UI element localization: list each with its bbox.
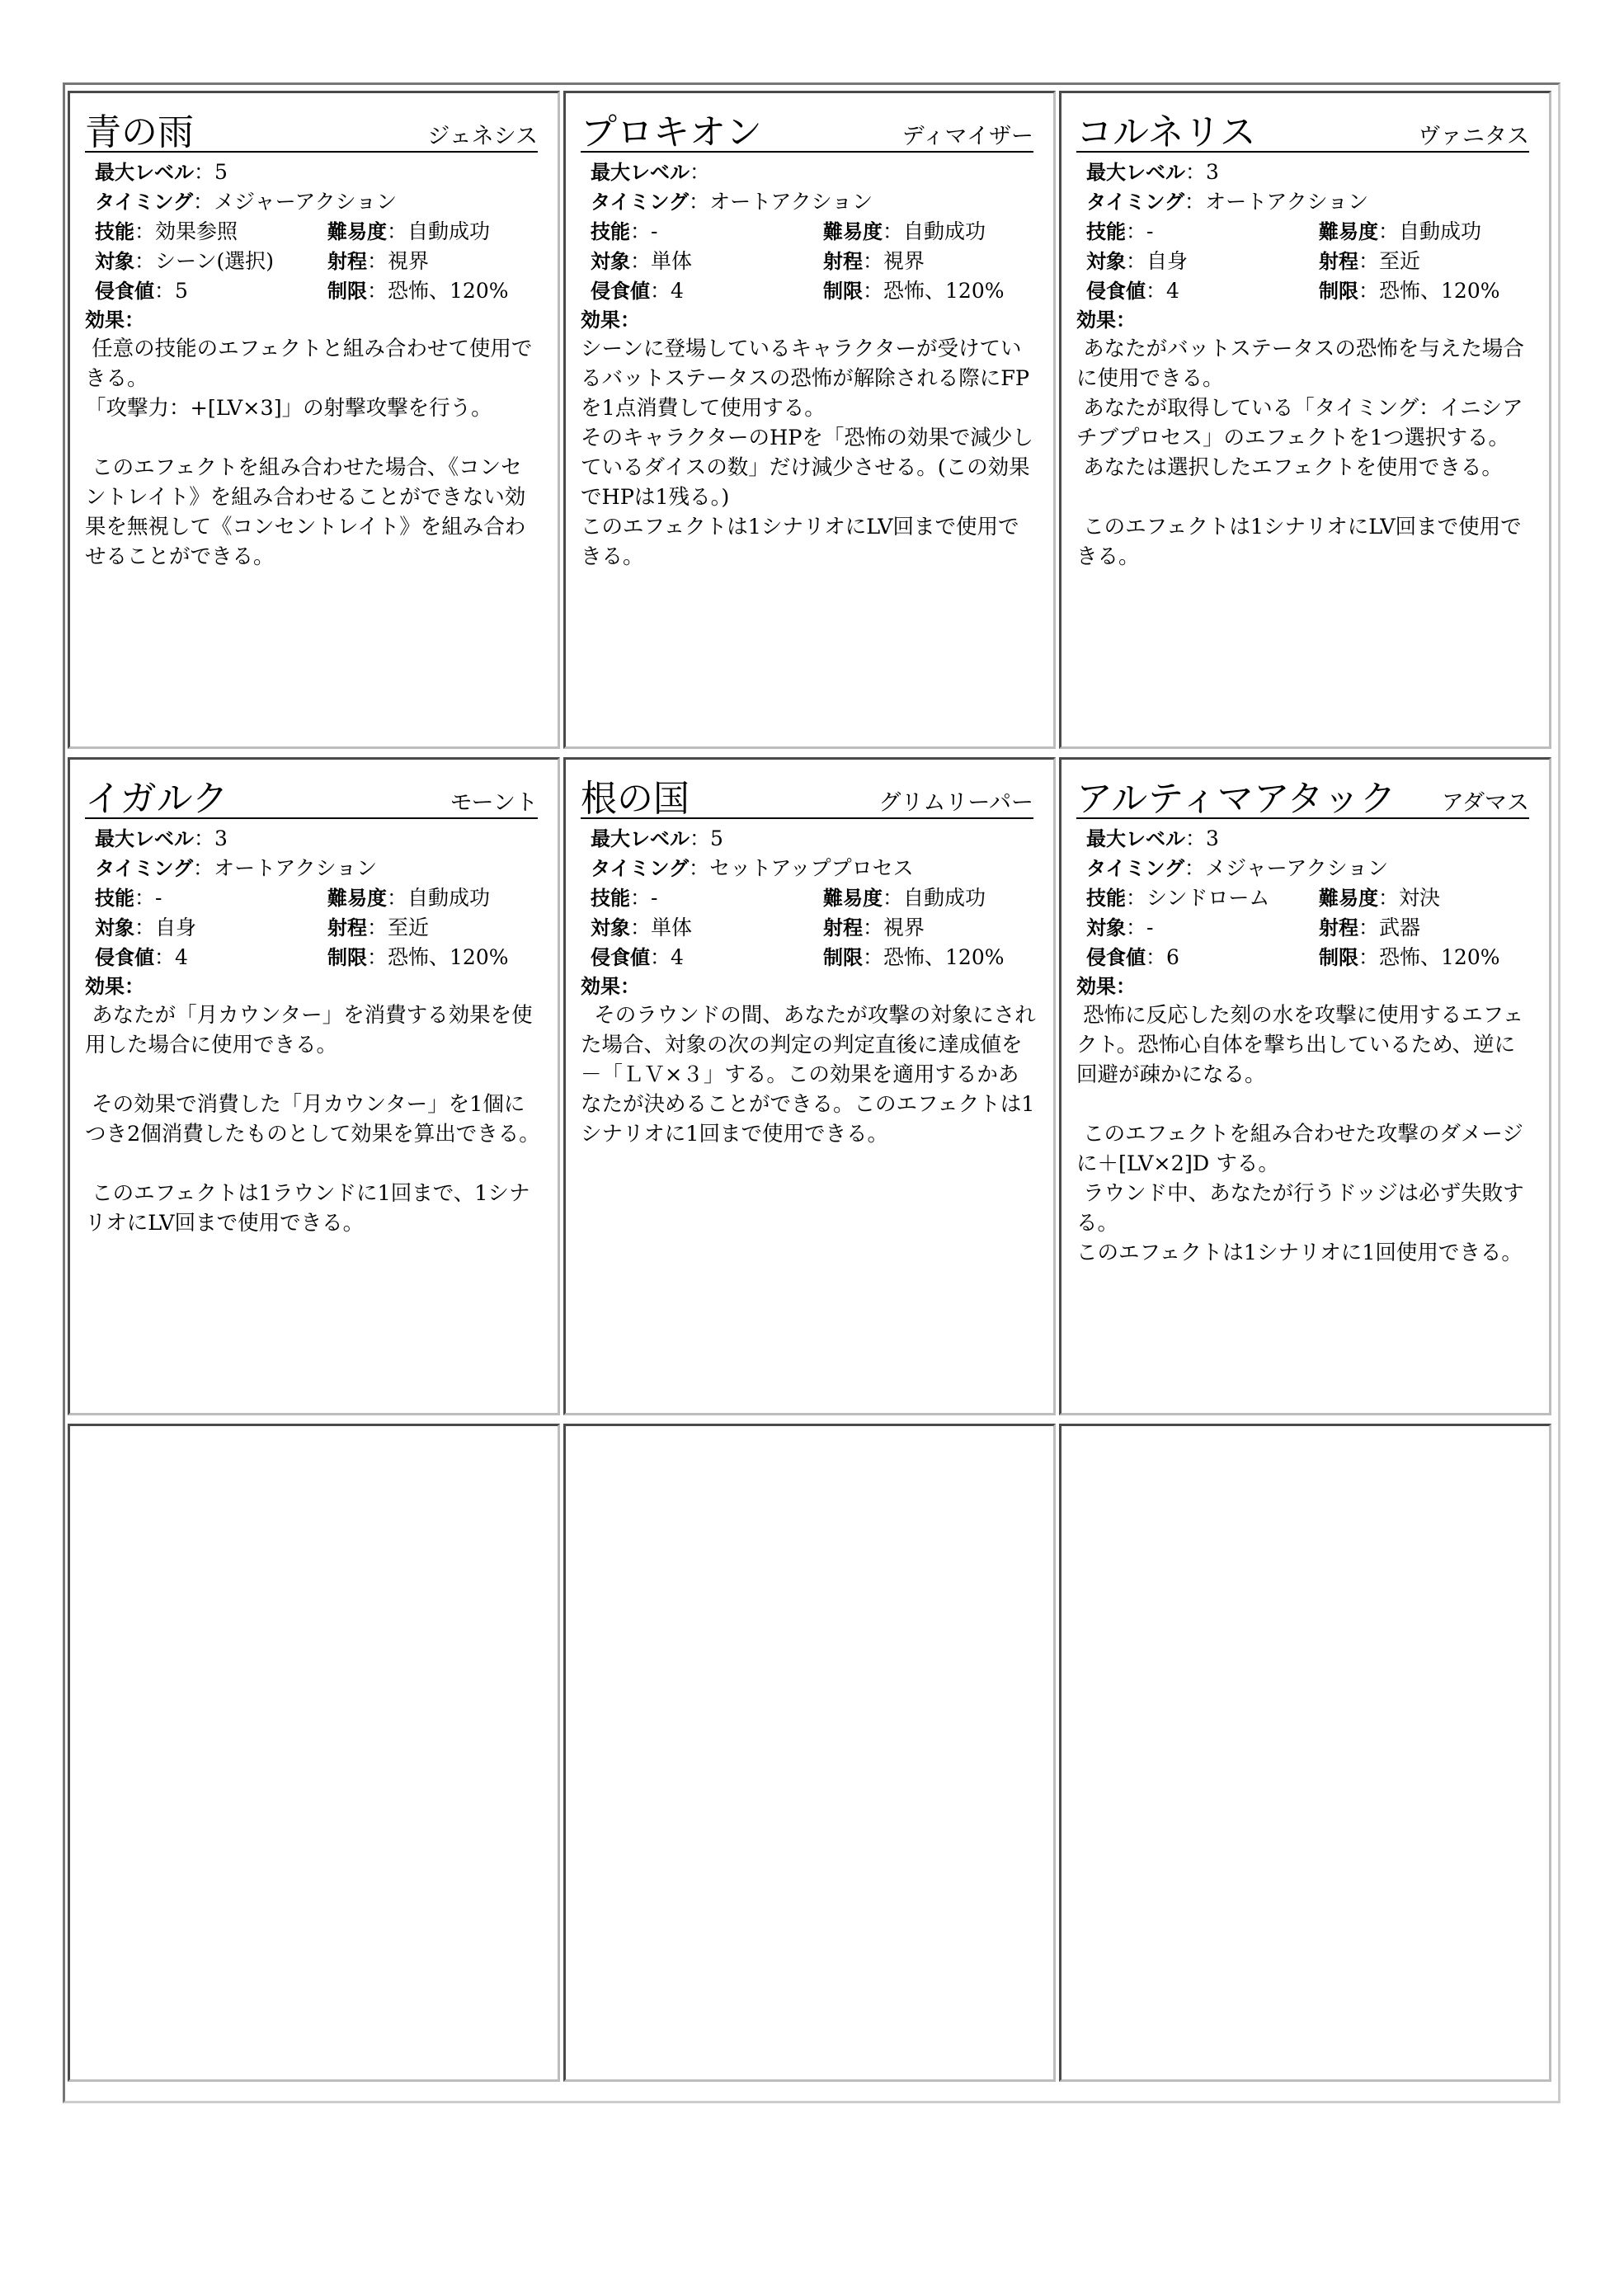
separator: ： xyxy=(689,190,710,214)
target-value: 自身 xyxy=(155,916,197,939)
difficulty-label: 難易度 xyxy=(1319,887,1378,910)
separator: ： xyxy=(193,856,214,880)
skill-cell xyxy=(95,217,238,247)
timing-label: タイミング xyxy=(591,191,690,214)
erosion-value: 4 xyxy=(671,945,684,969)
separator: ： xyxy=(1358,279,1380,303)
separator: ： xyxy=(863,249,884,273)
separator: ： xyxy=(1184,856,1206,880)
separator: ： xyxy=(387,886,408,910)
range-value: 武器 xyxy=(1379,916,1421,939)
max-level-row xyxy=(1086,824,1537,854)
effect-card xyxy=(1059,757,1551,1415)
skill-cell xyxy=(95,883,162,913)
erosion-label: 侵食値 xyxy=(95,280,154,303)
max-level-label: 最大レベル xyxy=(1086,827,1185,850)
max-level-row xyxy=(591,824,1042,854)
limit-label: 制限 xyxy=(1319,280,1358,303)
stat-block xyxy=(95,158,546,306)
limit-value: 恐怖、120% xyxy=(883,279,1005,303)
timing-label: タイミング xyxy=(1086,191,1185,214)
skill-cell xyxy=(1086,217,1153,247)
limit-cell xyxy=(823,276,1005,306)
range-label: 射程 xyxy=(1319,916,1358,939)
difficulty-cell xyxy=(327,883,490,913)
effect-name: イガルク xyxy=(85,778,228,820)
erosion-row xyxy=(95,943,546,972)
max-level-label: 最大レベル xyxy=(591,161,690,184)
target-label: 対象 xyxy=(1086,916,1126,939)
empty-card xyxy=(68,1424,560,2082)
max-level-row xyxy=(95,158,546,187)
separator: ： xyxy=(134,916,156,939)
timing-value: メジャーアクション xyxy=(1205,856,1389,880)
timing-value: オートアクション xyxy=(1205,190,1369,214)
limit-cell xyxy=(1319,276,1500,306)
separator: ： xyxy=(1184,190,1206,214)
effect-reading: アダマス xyxy=(1441,790,1529,816)
erosion-label: 侵食値 xyxy=(95,946,154,969)
limit-cell xyxy=(327,276,509,306)
skill-row xyxy=(1086,883,1537,913)
difficulty-cell xyxy=(327,217,490,247)
effect-card xyxy=(1059,91,1551,749)
card-header xyxy=(85,770,538,819)
erosion-row xyxy=(95,276,546,306)
separator: ： xyxy=(194,826,215,850)
range-value: 視界 xyxy=(883,916,925,939)
card-header xyxy=(1076,103,1529,153)
effect-text: シーンに登場しているキャラクターが受けているバットステータスの恐怖が解除される際にFPを1点消費して使用する。 そのキャラクターのHPを「恐怖の効果で減少しているダイスの数」だけ減少させる。(この効果でHPは1残る。) このエフェクトは1シナリオにLV回まで使用できる。 xyxy=(581,337,1033,569)
effect-label: 効果： xyxy=(1076,308,1136,332)
effect-card xyxy=(563,91,1056,749)
target-row xyxy=(1086,913,1537,943)
card-header xyxy=(85,103,538,153)
effect-text: そのラウンドの間、あなたが攻撃の対象にされた場合、対象の次の判定の判定直後に達成値を－「ＬＶ×３」する。この効果を適用するかあなたが決めることができる。このエフェクトは1シナリオに1回まで使用できる。 xyxy=(581,1003,1036,1146)
separator: ： xyxy=(367,916,388,939)
range-cell xyxy=(823,913,925,943)
target-cell xyxy=(95,913,196,943)
effect-name: 根の国 xyxy=(581,778,690,820)
skill-label: 技能 xyxy=(1086,887,1126,910)
effect-reading: ディマイザー xyxy=(901,124,1033,149)
target-label: 対象 xyxy=(95,916,134,939)
limit-cell xyxy=(327,943,509,972)
limit-label: 制限 xyxy=(823,946,863,969)
target-cell xyxy=(95,247,274,276)
erosion-label: 侵食値 xyxy=(591,946,650,969)
limit-label: 制限 xyxy=(1319,946,1358,969)
target-value: 単体 xyxy=(651,916,693,939)
target-row xyxy=(591,913,1042,943)
target-cell xyxy=(1086,913,1153,943)
effect-card xyxy=(68,91,560,749)
separator: ： xyxy=(863,279,884,303)
separator: ： xyxy=(1358,249,1380,273)
card-header xyxy=(581,103,1033,153)
effect-label: 効果： xyxy=(581,308,640,332)
separator: ： xyxy=(883,886,904,910)
separator: ： xyxy=(630,219,652,243)
effect-name: 青の雨 xyxy=(85,111,194,153)
timing-row xyxy=(95,187,546,217)
separator: ： xyxy=(1185,826,1207,850)
range-cell xyxy=(327,247,429,276)
effect-name: プロキオン xyxy=(581,111,762,153)
target-label: 対象 xyxy=(591,250,630,273)
target-label: 対象 xyxy=(1086,250,1126,273)
limit-value: 恐怖、120% xyxy=(1379,279,1500,303)
separator: ： xyxy=(134,249,156,273)
max-level-label: 最大レベル xyxy=(1086,161,1185,184)
difficulty-value: 自動成功 xyxy=(407,886,491,910)
separator: ： xyxy=(154,945,176,969)
difficulty-value: 自動成功 xyxy=(1399,219,1482,243)
separator: ： xyxy=(630,916,652,939)
separator: ： xyxy=(1126,886,1147,910)
max-level-label: 最大レベル xyxy=(95,827,194,850)
limit-value: 恐怖、120% xyxy=(1379,945,1500,969)
skill-value: - xyxy=(651,219,658,243)
erosion-value: 5 xyxy=(175,279,188,303)
erosion-cell xyxy=(95,943,188,972)
separator: ： xyxy=(1146,945,1167,969)
effect-label: 効果： xyxy=(85,975,144,998)
range-value: 視界 xyxy=(883,249,925,273)
erosion-cell xyxy=(591,276,684,306)
skill-value: - xyxy=(651,886,658,910)
effect-text: 任意の技能のエフェクトと組み合わせて使用できる。 「攻撃力：+[LV×3]」の射撃攻撃を行う。 このエフェクトを組み合わせた場合、《コンセントレイト》を組み合わせることができない効果を無視して《コンセントレイト》を組み合わせることができる。 xyxy=(85,337,533,569)
effect-reading: モーント xyxy=(450,790,538,816)
separator: ： xyxy=(883,219,904,243)
limit-label: 制限 xyxy=(327,946,367,969)
erosion-label: 侵食値 xyxy=(1086,280,1146,303)
erosion-cell xyxy=(1086,276,1179,306)
separator: ： xyxy=(650,945,671,969)
separator: ： xyxy=(650,279,671,303)
difficulty-cell xyxy=(1319,883,1440,913)
difficulty-cell xyxy=(823,883,986,913)
range-cell xyxy=(327,913,429,943)
separator: ： xyxy=(134,219,156,243)
effect-label: 効果： xyxy=(1076,975,1136,998)
skill-row xyxy=(591,217,1042,247)
skill-cell xyxy=(591,217,657,247)
target-cell xyxy=(591,247,692,276)
range-label: 射程 xyxy=(327,916,367,939)
separator: ： xyxy=(134,886,156,910)
timing-row xyxy=(591,187,1042,217)
limit-value: 恐怖、120% xyxy=(388,279,509,303)
separator: ： xyxy=(387,219,408,243)
erosion-value: 6 xyxy=(1166,945,1179,969)
limit-label: 制限 xyxy=(823,280,863,303)
erosion-label: 侵食値 xyxy=(591,280,650,303)
target-label: 対象 xyxy=(95,250,134,273)
erosion-row xyxy=(591,276,1042,306)
range-value: 至近 xyxy=(1379,249,1421,273)
skill-row xyxy=(95,883,546,913)
effect-reading: グリムリーパー xyxy=(878,790,1033,816)
erosion-label: 侵食値 xyxy=(1086,946,1146,969)
range-label: 射程 xyxy=(327,250,367,273)
stat-block xyxy=(591,824,1042,972)
stat-block xyxy=(1086,158,1537,306)
target-value: シーン(選択) xyxy=(155,249,275,273)
timing-row xyxy=(1086,854,1537,883)
separator: ： xyxy=(1126,916,1147,939)
target-value: 単体 xyxy=(651,249,693,273)
skill-row xyxy=(591,883,1042,913)
separator: ： xyxy=(367,945,388,969)
timing-label: タイミング xyxy=(95,857,194,880)
limit-cell xyxy=(1319,943,1500,972)
separator: ： xyxy=(1146,279,1167,303)
separator: ： xyxy=(630,886,652,910)
erosion-cell xyxy=(591,943,684,972)
range-label: 射程 xyxy=(823,250,863,273)
erosion-row xyxy=(1086,943,1537,972)
max-level-row xyxy=(1086,158,1537,187)
effect-label: 効果： xyxy=(85,308,144,332)
timing-row xyxy=(1086,187,1537,217)
limit-label: 制限 xyxy=(327,280,367,303)
effect-label: 効果： xyxy=(581,975,640,998)
difficulty-value: 自動成功 xyxy=(407,219,491,243)
separator: ： xyxy=(1126,219,1147,243)
skill-label: 技能 xyxy=(591,887,630,910)
difficulty-cell xyxy=(1319,217,1481,247)
target-row xyxy=(591,247,1042,276)
erosion-value: 4 xyxy=(671,279,684,303)
separator: ： xyxy=(1378,886,1400,910)
difficulty-label: 難易度 xyxy=(327,887,387,910)
skill-value: - xyxy=(155,886,162,910)
difficulty-value: 対決 xyxy=(1399,886,1441,910)
empty-card xyxy=(563,1424,1056,2082)
target-row xyxy=(1086,247,1537,276)
limit-cell xyxy=(823,943,1005,972)
separator: ： xyxy=(1358,916,1380,939)
separator: ： xyxy=(1378,219,1400,243)
separator: ： xyxy=(689,856,710,880)
separator: ： xyxy=(863,945,884,969)
difficulty-label: 難易度 xyxy=(327,220,387,243)
effect-card xyxy=(68,757,560,1415)
separator: ： xyxy=(690,160,711,184)
range-cell xyxy=(823,247,925,276)
range-label: 射程 xyxy=(1319,250,1358,273)
target-row xyxy=(95,913,546,943)
card-header xyxy=(581,770,1033,819)
difficulty-cell xyxy=(823,217,986,247)
skill-cell xyxy=(591,883,657,913)
effect-name: コルネリス xyxy=(1076,111,1256,153)
effect-text: あなたがバットステータスの恐怖を与えた場合に使用できる。 あなたが取得している「タイミング：イニシアチブプロセス」のエフェクトを1つ選択する。 あなたは選択したエフェクトを使用できる。 このエフェクトは1シナリオにLV回まで使用できる。 xyxy=(1076,337,1524,569)
max-level-value: 5 xyxy=(710,826,723,850)
effect-reading: ジェネシス xyxy=(427,124,538,149)
timing-label: タイミング xyxy=(591,857,690,880)
skill-value: シンドローム xyxy=(1146,886,1270,910)
stat-block xyxy=(95,824,546,972)
range-cell xyxy=(1319,247,1420,276)
skill-value: 効果参照 xyxy=(155,219,238,243)
skill-label: 技能 xyxy=(1086,220,1126,243)
separator: ： xyxy=(1185,160,1207,184)
range-cell xyxy=(1319,913,1420,943)
skill-label: 技能 xyxy=(95,887,134,910)
max-level-row xyxy=(591,158,1042,187)
effect-text: 恐怖に反応した刻の水を攻撃に使用するエフェクト。恐怖心自体を撃ち出しているため、逆に回避が疎かになる。 このエフェクトを組み合わせた攻撃のダメージに＋[LV×2]D する。 ラウンド中、あなたが行うドッジは必ず失敗する。 このエフェクトは1シナリオに1回使用できる。 xyxy=(1076,1003,1524,1265)
effect-text: あなたが「月カウンター」を消費する効果を使用した場合に使用できる。 その効果で消費した「月カウンター」を1個につき2個消費したものとして効果を算出できる。 このエフェクトは1ラウンドに1回まで、1シナリオにLV回まで使用できる。 xyxy=(85,1003,540,1236)
skill-value: - xyxy=(1146,219,1154,243)
erosion-value: 4 xyxy=(1166,279,1179,303)
timing-value: メジャーアクション xyxy=(214,190,398,214)
timing-value: オートアクション xyxy=(709,190,873,214)
difficulty-label: 難易度 xyxy=(1319,220,1378,243)
skill-label: 技能 xyxy=(591,220,630,243)
separator: ： xyxy=(863,916,884,939)
timing-row xyxy=(591,854,1042,883)
skill-cell xyxy=(1086,883,1269,913)
difficulty-label: 難易度 xyxy=(823,220,883,243)
target-value: - xyxy=(1146,916,1154,939)
range-value: 至近 xyxy=(388,916,430,939)
timing-value: オートアクション xyxy=(214,856,378,880)
effect-card xyxy=(563,757,1056,1415)
stat-block xyxy=(591,158,1042,306)
erosion-row xyxy=(591,943,1042,972)
separator: ： xyxy=(630,249,652,273)
separator: ： xyxy=(194,160,215,184)
skill-label: 技能 xyxy=(95,220,134,243)
max-level-value: 3 xyxy=(1206,160,1219,184)
limit-value: 恐怖、120% xyxy=(388,945,509,969)
max-level-row xyxy=(95,824,546,854)
max-level-value: 3 xyxy=(1206,826,1219,850)
target-cell xyxy=(591,913,692,943)
max-level-label: 最大レベル xyxy=(591,827,690,850)
timing-label: タイミング xyxy=(1086,857,1185,880)
range-label: 射程 xyxy=(823,916,863,939)
separator: ： xyxy=(367,249,388,273)
effect-name: アルティマアタック xyxy=(1076,778,1396,820)
max-level-value: 5 xyxy=(214,160,228,184)
skill-row xyxy=(95,217,546,247)
separator: ： xyxy=(154,279,176,303)
separator: ： xyxy=(367,279,388,303)
target-row xyxy=(95,247,546,276)
target-cell xyxy=(1086,247,1188,276)
separator: ： xyxy=(1126,249,1147,273)
difficulty-value: 自動成功 xyxy=(903,219,986,243)
empty-card xyxy=(1059,1424,1551,2082)
max-level-value: 3 xyxy=(214,826,228,850)
separator: ： xyxy=(690,826,711,850)
target-value: 自身 xyxy=(1146,249,1189,273)
range-value: 視界 xyxy=(388,249,430,273)
timing-value: セットアッププロセス xyxy=(709,856,914,880)
target-label: 対象 xyxy=(591,916,630,939)
effect-reading: ヴァニタス xyxy=(1418,124,1529,149)
timing-label: タイミング xyxy=(95,191,194,214)
skill-row xyxy=(1086,217,1537,247)
limit-value: 恐怖、120% xyxy=(883,945,1005,969)
separator: ： xyxy=(1358,945,1380,969)
erosion-row xyxy=(1086,276,1537,306)
erosion-cell xyxy=(1086,943,1179,972)
card-header xyxy=(1076,770,1529,819)
erosion-cell xyxy=(95,276,188,306)
difficulty-label: 難易度 xyxy=(823,887,883,910)
erosion-value: 4 xyxy=(175,945,188,969)
stat-block xyxy=(1086,824,1537,972)
difficulty-value: 自動成功 xyxy=(903,886,986,910)
timing-row xyxy=(95,854,546,883)
max-level-label: 最大レベル xyxy=(95,161,194,184)
separator: ： xyxy=(193,190,214,214)
